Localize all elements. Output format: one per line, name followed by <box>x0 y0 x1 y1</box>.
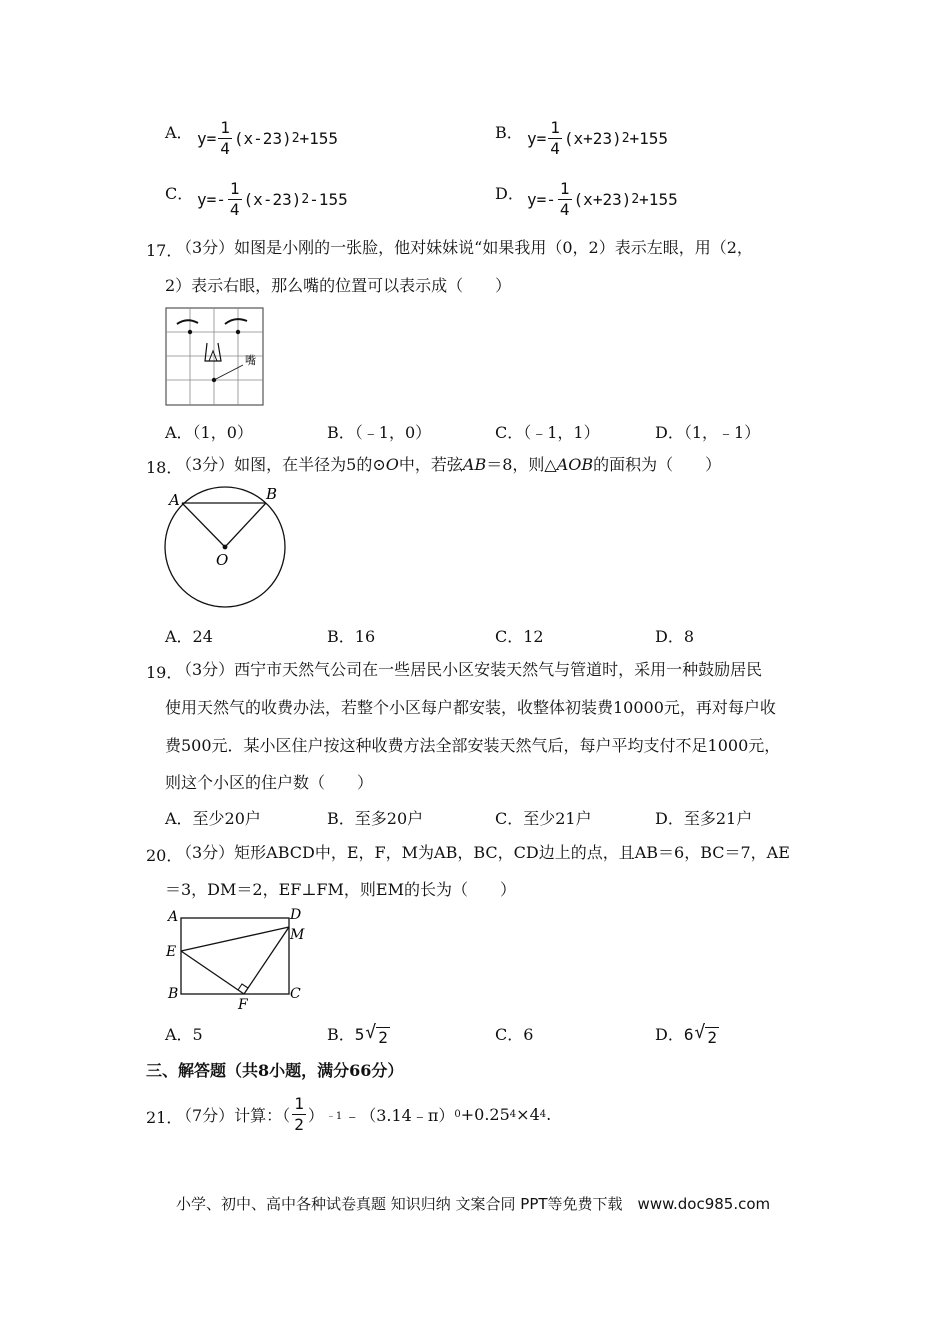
mouth-label: 嘴 <box>245 354 256 367</box>
point-a-label: A <box>168 909 179 925</box>
option-a-formula: y= $\frac{1}{4}$ (x-23) 2 +155 <box>197 118 339 158</box>
question-19-line1: （3分）西宁市天然气公司在一些居民小区安装天然气与管道时，采用一种鼓励居民 <box>176 660 763 679</box>
option-d <box>495 181 524 204</box>
question-17-number: 17． <box>146 241 183 260</box>
question-19-line2: 使用天然气的收费办法，若整个小区每户都安装，收整体初装费10000元，再对每户收 <box>165 698 776 717</box>
q19-option-c: C．至少21户 <box>495 809 592 828</box>
option-d-label: D． <box>495 184 524 203</box>
option-c <box>165 181 193 204</box>
point-b-label: B <box>266 485 278 503</box>
question-19-line3: 费500元．某小区住户按这种收费方法全部安装天然气后，每户平均支付不足1000元， <box>165 736 781 755</box>
rectangle-figure <box>162 905 312 1010</box>
q17-option-d: D．（1，﹣1） <box>655 423 761 442</box>
option-d-formula: y=- $\frac{1}{4}$ (x+23) 2 +155 <box>527 179 678 219</box>
q20-option-a: A．5 <box>165 1025 203 1044</box>
q20-option-b: B． 5 √ 2 <box>327 1022 388 1047</box>
q18-option-d: D．8 <box>655 627 695 646</box>
q19-option-d: D．至多21户 <box>655 809 753 828</box>
q17-option-b: B．（﹣1，0） <box>327 423 432 442</box>
sqrt-expression: 6 √ 2 <box>683 1022 717 1047</box>
question-18-line1: （3分）如图，在半径为5的⊙O中，若弦AB＝8，则△AOB的面积为（ ） <box>176 455 722 474</box>
fraction: $\frac{1}{2}$ <box>294 1094 304 1134</box>
question-17-line1: （3分）如图是小刚的一张脸，他对妹妹说“如果我用（0，2）表示左眼，用（2， <box>176 238 753 257</box>
fraction: $\frac{1}{4}$ <box>559 179 570 219</box>
fraction: $\frac{1}{4}$ <box>229 179 240 219</box>
option-a-label: A． <box>165 123 193 142</box>
q17-option-c: C．（﹣1，1） <box>495 423 600 442</box>
option-b <box>495 120 523 143</box>
point-d-label: D <box>290 907 302 923</box>
face-grid-figure <box>165 307 265 407</box>
question-20-line2: ＝3，DM＝2，EF⊥FM，则EM的长为（ ） <box>165 880 516 899</box>
point-o-label: O <box>216 551 229 569</box>
question-18-number: 18． <box>146 458 183 477</box>
q20-option-d: D． 6 √ 2 <box>655 1022 717 1047</box>
q18-option-c: C．12 <box>495 627 544 646</box>
q19-option-a: A．至少20户 <box>165 809 261 828</box>
fraction: $\frac{1}{4}$ <box>550 118 560 158</box>
fraction: $\frac{1}{4}$ <box>220 118 230 158</box>
question-19-number: 19． <box>146 663 183 682</box>
option-c-label: C． <box>165 184 194 203</box>
point-f-label: F <box>238 997 248 1010</box>
q19-option-b: B．至多20户 <box>327 809 424 828</box>
point-e-label: E <box>166 944 177 960</box>
question-20-line1: （3分）矩形ABCD中，E，F，M为AB，BC，CD边上的点，且AB＝6，BC＝7，AE <box>176 843 790 862</box>
option-a <box>165 120 193 143</box>
point-a-label: A <box>169 491 180 509</box>
footer-text: 小学、初中、高中各种试卷真题 知识归纳 文案合同 PPT等免费下载 www.doc985.com <box>176 1195 771 1213</box>
point-m-label: M <box>290 927 305 943</box>
option-b-formula: y= $\frac{1}{4}$ (x+23) 2 +155 <box>527 118 669 158</box>
question-21-number: 21． <box>146 1108 183 1127</box>
point-b-label: B <box>168 986 179 1002</box>
q18-option-b: B．16 <box>327 627 376 646</box>
point-c-label: C <box>290 986 301 1002</box>
sqrt-expression: 5 √ 2 <box>354 1022 388 1047</box>
option-c-formula: y=- $\frac{1}{4}$ (x-23) 2 -155 <box>197 179 348 219</box>
question-20-number: 20． <box>146 846 183 865</box>
q17-option-a: A．（1，0） <box>165 423 253 442</box>
section-heading: 三、解答题（共8小题，满分66分） <box>146 1061 404 1080</box>
question-19-line4: 则这个小区的住户数（ ） <box>165 773 374 792</box>
option-b-label: B． <box>495 123 523 142</box>
circle-figure <box>160 483 295 611</box>
question-17-line2: 2）表示右眼，那么嘴的位置可以表示成（ ） <box>165 276 512 295</box>
q20-option-c: C．6 <box>495 1025 534 1044</box>
q18-option-a: A．24 <box>165 627 213 646</box>
question-21-expression: （7分）计算：（ $\frac{1}{2}$ ） ﹣1 ﹣（3.14﹣π） 0 +0.25 4 ×4 4 . <box>176 1094 552 1134</box>
